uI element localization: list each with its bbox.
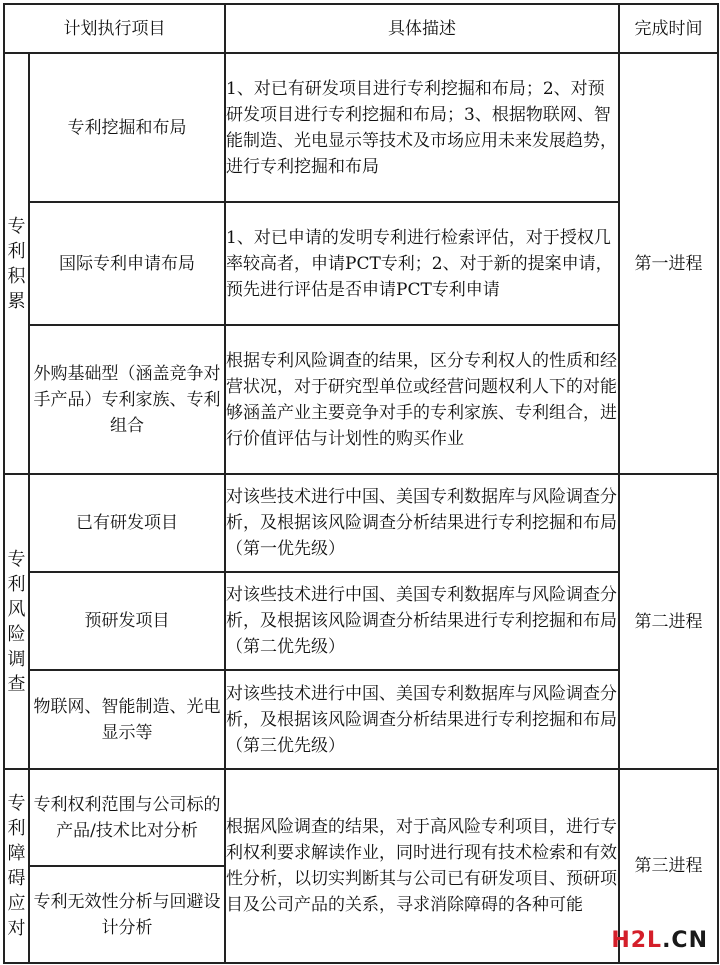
desc-cell: 根据风险调查的结果，对于高风险专利项目，进行专利权利要求解读作业，同时进行现有技术检索和有效性分析，以切实判断其与公司已有研发项目、预研项目及公司产品的关系，寻求消除障碍的各种可能 xyxy=(225,769,619,963)
plan-table xyxy=(3,3,719,964)
desc-cell: 根据专利风险调查的结果，区分专利权人的性质和经营状况，对于研究型单位或经营问题权利人下的对能够涵盖产业主要竞争对手的专利家族、专利组合，进行价值评估与计划性的购买作业 xyxy=(225,325,619,474)
watermark-logo xyxy=(611,928,708,953)
item-cell: 外购基础型（涵盖竞争对手产品）专利家族、专利组合 xyxy=(29,325,225,474)
time-cell: 第一进程 xyxy=(619,53,718,474)
category-cell xyxy=(4,53,29,474)
category-label: 专利积累 xyxy=(7,215,26,312)
desc-cell: 对该些技术进行中国、美国专利数据库与风险调查分析，及根据该风险调查分析结果进行专利挖掘和布局（第一优先级） xyxy=(225,474,619,572)
desc-cell: 1、对已申请的发明专利进行检索评估，对于授权几率较高者，申请PCT专利；2、对于新的提案申请，预先进行评估是否申请PCT专利申请 xyxy=(225,202,619,325)
time-cell: 第二进程 xyxy=(619,474,718,769)
item-cell: 国际专利申请布局 xyxy=(29,202,225,325)
item-cell: 物联网、智能制造、光电显示等 xyxy=(29,670,225,769)
watermark-part2: .CN xyxy=(662,928,708,953)
item-cell: 预研发项目 xyxy=(29,572,225,670)
category-cell xyxy=(4,474,29,769)
item-cell: 专利挖掘和布局 xyxy=(29,53,225,202)
desc-cell: 对该些技术进行中国、美国专利数据库与风险调查分析，及根据该风险调查分析结果进行专利挖掘和布局（第三优先级） xyxy=(225,670,619,769)
header-desc: 具体描述 xyxy=(225,4,619,53)
category-label: 专利风险调查 xyxy=(7,548,26,695)
time-cell: 第三进程 xyxy=(619,769,718,963)
item-cell: 已有研发项目 xyxy=(29,474,225,572)
table-row xyxy=(4,769,718,866)
header-row xyxy=(4,4,718,53)
category-label: 专利障碍应对 xyxy=(7,793,26,939)
table-row xyxy=(4,202,718,325)
table-row xyxy=(4,53,718,202)
desc-cell: 1、对已有研发项目进行专利挖掘和布局；2、对预研发项目进行专利挖掘和布局；3、根据物联网、智能制造、光电显示等技术及市场应用未来发展趋势，进行专利挖掘和布局 xyxy=(225,53,619,202)
item-cell: 专利权利范围与公司标的产品/技术比对分析 xyxy=(29,769,225,866)
watermark-part1: H2L xyxy=(611,928,663,953)
category-cell xyxy=(4,769,29,963)
header-time: 完成时间 xyxy=(619,4,718,53)
desc-cell: 对该些技术进行中国、美国专利数据库与风险调查分析，及根据该风险调查分析结果进行专利挖掘和布局（第二优先级） xyxy=(225,572,619,670)
header-item: 计划执行项目 xyxy=(4,4,225,53)
table-row xyxy=(4,572,718,670)
table-row xyxy=(4,325,718,474)
table-row xyxy=(4,670,718,769)
item-cell: 专利无效性分析与回避设计分析 xyxy=(29,866,225,963)
table-row xyxy=(4,474,718,572)
